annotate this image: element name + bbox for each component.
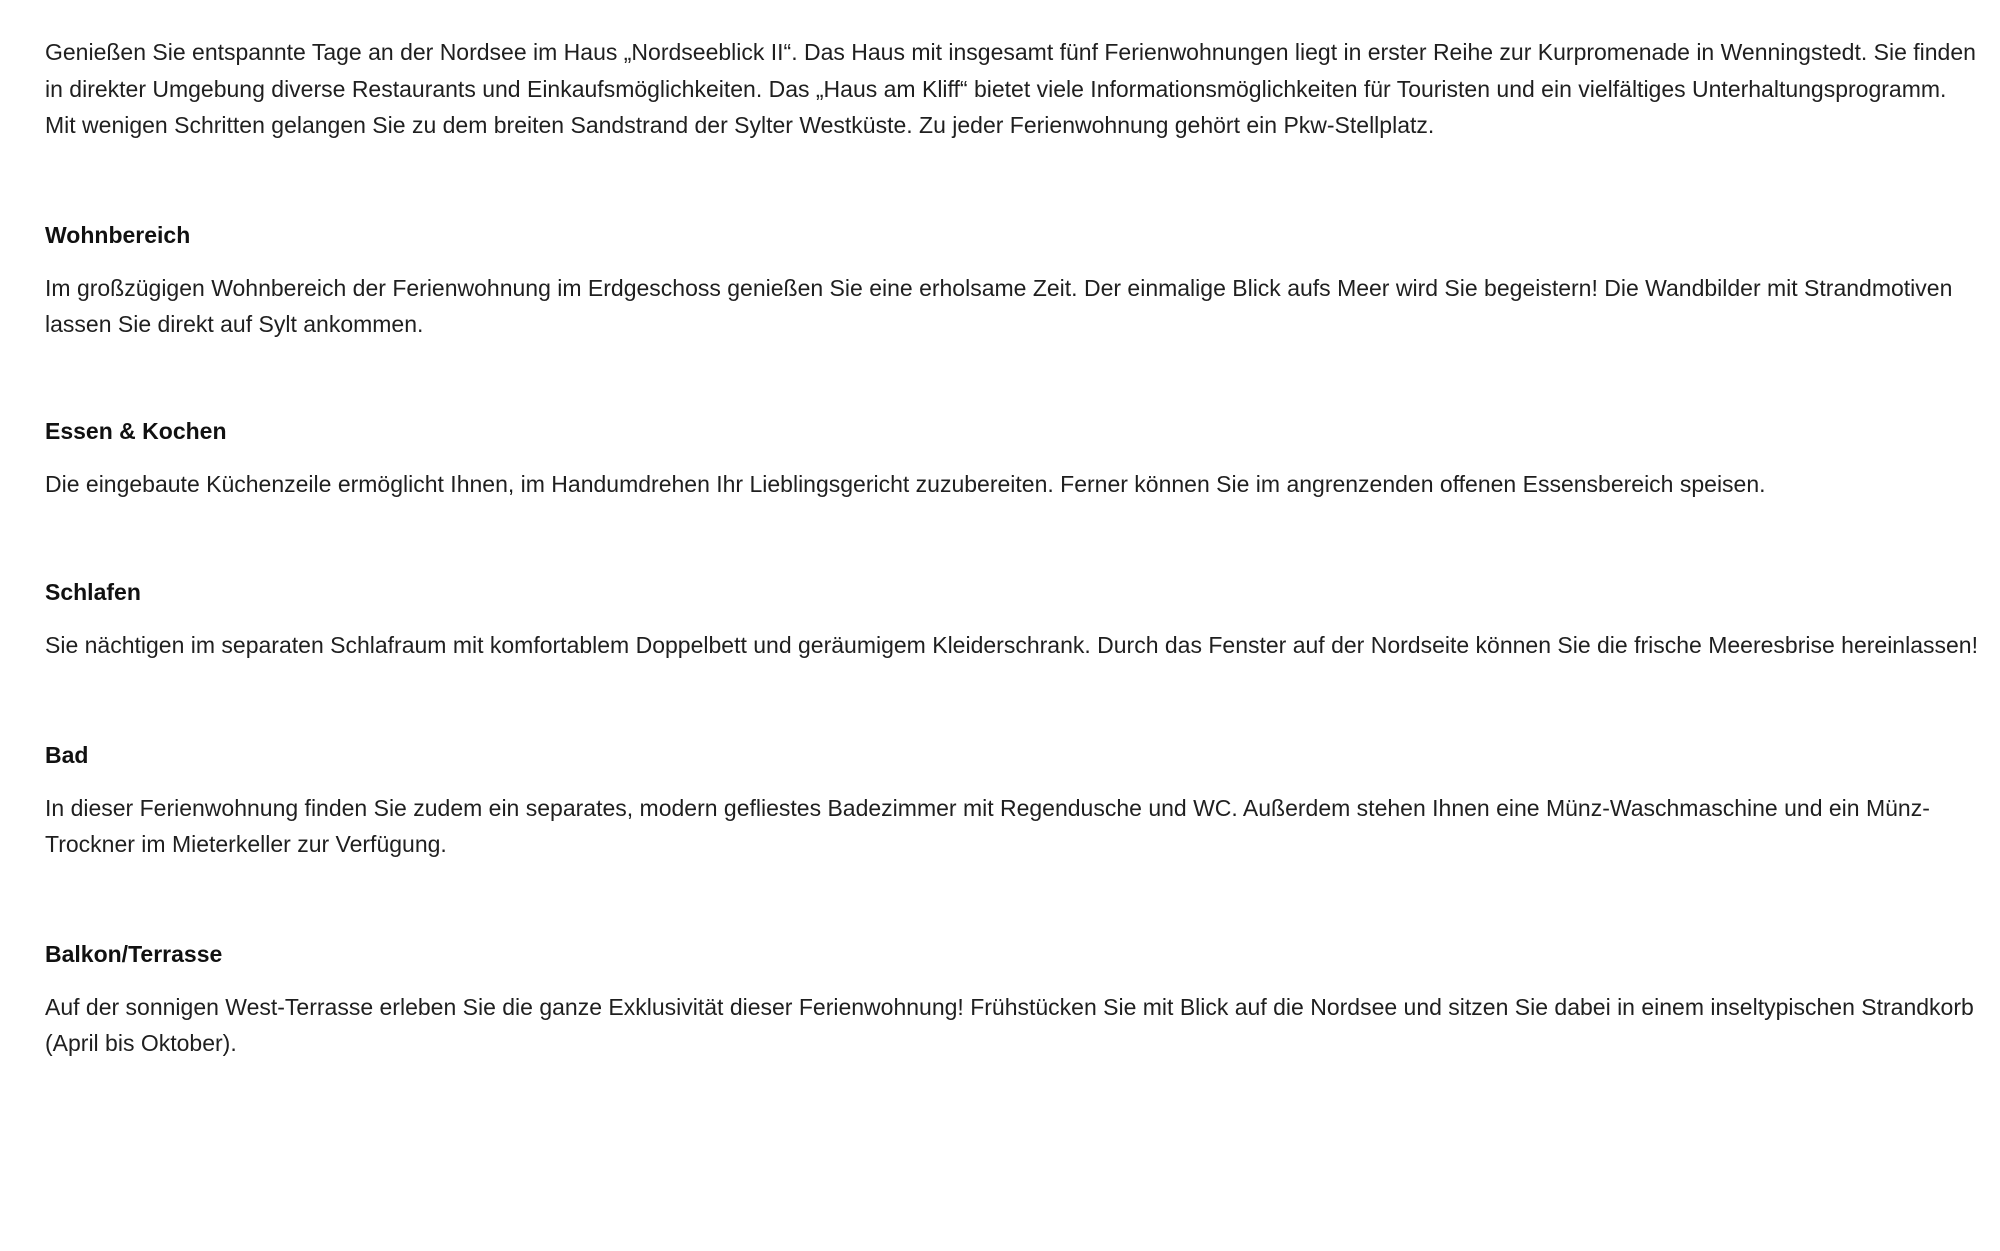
section-schlafen [45, 577, 1980, 664]
section-title-wohnbereich: Wohnbereich [45, 221, 191, 248]
document-body [45, 34, 1980, 1062]
section-essen-kochen [45, 416, 1980, 503]
section-text-schlafen: Sie nächtigen im separaten Schlafraum mit komfortablem Doppelbett und geräumigem Kleiderschrank. Durch das Fenster auf der Nordseite können Sie die frische Meeresbrise hereinlassen! [45, 632, 1978, 658]
section-title-bad: Bad [45, 741, 89, 768]
section-text-bad: In dieser Ferienwohnung finden Sie zudem ein separates, modern gefliestes Badezimmer mit Regendusche und WC. Außerdem stehen Ihnen eine Münz-Waschmaschine und ein Münz-Trockner im Mieterkeller zur Verfügung. [45, 794, 1930, 857]
section-title-schlafen: Schlafen [45, 579, 141, 605]
section-title-balkon-terrasse: Balkon/Terrasse [45, 940, 223, 967]
section-balkon-terrasse [45, 939, 1980, 1062]
intro-paragraph: Genießen Sie entspannte Tage an der Nordsee im Haus „Nordseeblick II“. Das Haus mit insgesamt fünf Ferienwohnungen liegt in erster Reihe zur Kurpromenade in Wenningstedt. Sie finden in direkter Umgebung diverse Restaurants und Einkaufsmöglichkeiten. Das „Haus am Kliff“ bietet viele Informationsmöglichkeiten für Touristen und ein vielfältiges Unterhaltungsprogramm. Mit wenigen Schritten gelangen Sie zu dem breiten Sandstrand der Sylter Westküste. Zu jeder Ferienwohnung gehört ein Pkw-Stellplatz. [45, 39, 1976, 138]
section-text-wohnbereich: Im großzügigen Wohnbereich der Ferienwohnung im Erdgeschoss genießen Sie eine erholsame Zeit. Der einmalige Blick aufs Meer wird Sie begeistern! Die Wandbilder mit Strandmotiven lassen Sie direkt auf Sylt ankommen. [45, 274, 1953, 337]
section-wohnbereich [45, 220, 1980, 343]
section-bad [45, 740, 1980, 863]
section-text-essen-kochen: Die eingebaute Küchenzeile ermöglicht Ihnen, im Handumdrehen Ihr Lieblingsgericht zuzubereiten. Ferner können Sie im angrenzenden offenen Essensbereich speisen. [45, 470, 1766, 497]
section-text-balkon-terrasse: Auf der sonnigen West-Terrasse erleben Sie die ganze Exklusivität dieser Ferienwohnung! Frühstücken Sie mit Blick auf die Nordsee und sitzen Sie dabei in einem inseltypischen Strandkorb (April bis Oktober). [45, 993, 1974, 1056]
section-title-essen-kochen: Essen & Kochen [45, 417, 227, 444]
